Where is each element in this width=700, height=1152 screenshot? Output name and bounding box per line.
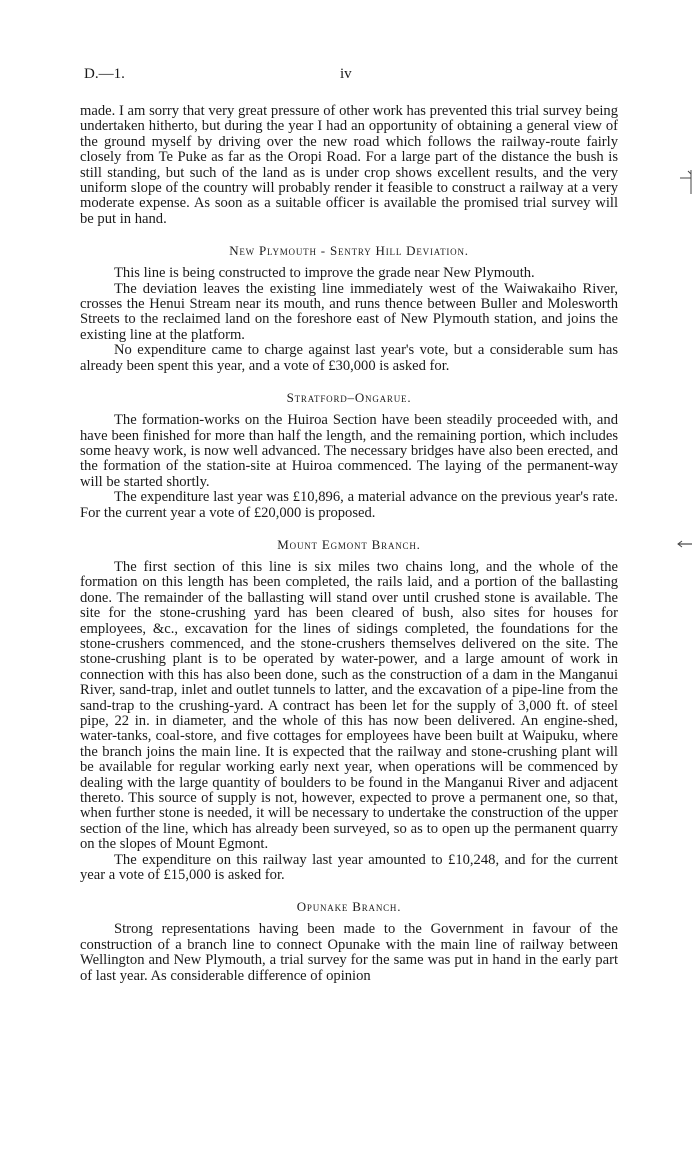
body-paragraph: The expenditure on this railway last year amounted to £10,248, and for the current year a vote of £15,000 is asked for. [80, 851, 618, 884]
body-paragraph: No expenditure came to charge against last year's vote, but a considerable sum has already been spent this year, and a vote of £30,000 is asked for. [80, 342, 618, 374]
body-paragraph: The expenditure last year was £10,896, a material advance on the previous year's rate. For the current year a vote of £20,000 is proposed. [80, 489, 618, 521]
body-paragraph: The formation-works on the Huiroa Section have been steadily proceeded with, and have been finished for more than half the length, and the remaining portion, which includes some heavy work, is now well advanced. The necessary bridges have also been erected, and the formation of the station-site at Huiroa commenced. The laying of the permanent-way will be started shortly. [80, 412, 618, 490]
section-heading-stratford-ongarue: Stratford–Ongarue. [286, 390, 412, 406]
body-paragraph: Strong representations having been made to the Government in favour of the construction of a branch line to connect Opunake with the main line of railway between Wellington and New Plymouth, a trial survey for the same was put in hand in the early part of last year. As considerable difference of opinion [80, 921, 618, 984]
section-heading-opunake: Opunake Branch. [296, 899, 402, 915]
section-heading-new-plymouth: New Plymouth - Sentry Hill Deviation. [229, 243, 469, 259]
page-header [84, 66, 618, 88]
intro-paragraph: made. I am sorry that very great pressure of other work has prevented this trial survey being undertaken hitherto, but during the year I had an opportunity of obtaining a general view of the ground myself by driving over the new road which follows the railway-route fairly closely from Te Puke as far as the Oropi Road. For a large part of the distance the bush is still standing, but such of the land as is under crop shows excellent results, and the very uniform slope of the country will probably render it feasible to construct a railway at a very moderate expense. As soon as a suitable officer is available the promised trial survey will be put in hand. [80, 103, 618, 227]
body-paragraph: The deviation leaves the existing line immediately west of the Waiwakaiho River, crosses the Henui Stream near its mouth, and runs thence between Buller and Molesworth Streets to the reclaimed land on the foreshore east of New Plymouth station, and joins the existing line at the platform. [80, 280, 618, 343]
section-heading-mount-egmont: Mount Egmont Branch. [277, 536, 421, 552]
page-number: iv [340, 66, 352, 82]
margin-mark-icon [678, 166, 694, 196]
document-code: D.—1. [84, 66, 125, 82]
page-body [80, 104, 618, 984]
body-paragraph: The first section of this line is six miles two chains long, and the whole of the formation on this length has been completed, the rails laid, and a portion of the ballasting done. The remainder of the ballasting will stand over until crushed stone is available. The site for the stone-crushing yard has been cleared of bush, also sites for houses for employees, &c., excavation for the lines of sidings completed, the foundations for the stone-crushers commenced, and the stone-crushers themselves delivered on the site. The stone-crushing plant is to be operated by water-power, and a large amount of work in connection with this has also been done, such as the construction of a dam in the Manganui River, sand-trap, inlet and outlet tunnels to latter, and the excavation of a pipe-line from the sand-trap to the crushing-yard. A contract has been let for the supply of 3,000 ft. of steel pipe, 22 in. in diameter, and the whole of this has now been delivered. An engine-shed, water-tanks, coal-store, and five cottages for employees have been built at Waipuku, where the branch joins the main line. It is expected that the railway and stone-crushing plant will be available for regular working early next year, when operations will be commenced by dealing with the large quantity of boulders to be found in the Manganui River and adjacent thereto. This source of supply is not, however, expected to prove a permanent one, so that, when further stone is needed, it will be necessary to undertake the construction of the upper section of the line, which has already been surveyed, so as to open up the permanent quarry on the slopes of Mount Egmont. [80, 558, 618, 853]
body-paragraph: This line is being constructed to improve the grade near New Plymouth. [114, 265, 535, 282]
margin-arrow-icon [676, 538, 694, 552]
